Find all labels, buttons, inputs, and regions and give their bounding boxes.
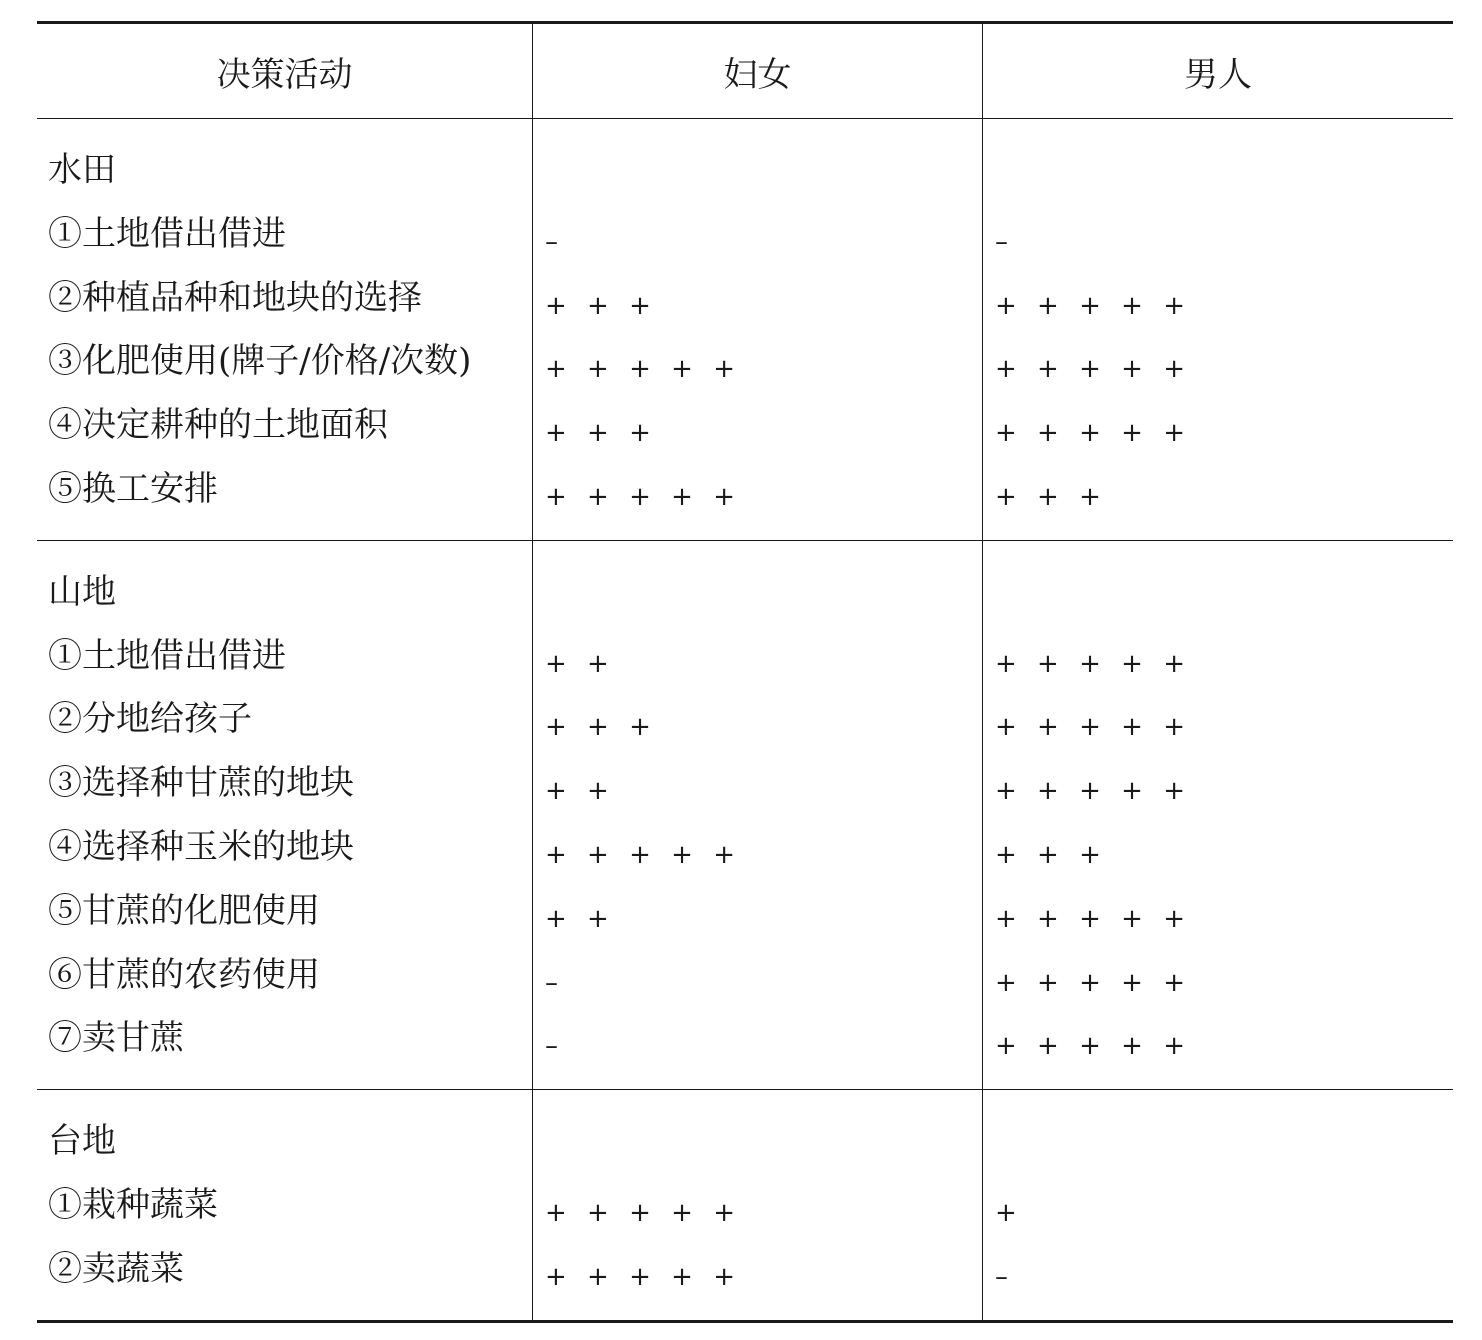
activity-cell: ⑤甘蔗的化肥使用 — [48, 890, 320, 931]
empty-cell — [982, 139, 1453, 203]
spacer-cell — [37, 1302, 532, 1320]
section-spacer — [37, 1302, 1453, 1320]
table-row — [37, 267, 1453, 331]
men-rating-cell: + + + — [982, 816, 1453, 880]
table-row — [37, 330, 1453, 394]
activity-cell: ②分地给孩子 — [48, 699, 252, 740]
decision-table — [37, 21, 1453, 1323]
women-rating-cell: + + — [532, 752, 982, 816]
table-row — [37, 625, 1453, 689]
men-rating-cell: + + + + + — [982, 330, 1453, 394]
women-rating-cell: + + — [532, 625, 982, 689]
spacer-cell — [37, 1090, 532, 1110]
table-body — [37, 119, 1453, 1320]
men-rating-cell: + + + + + — [982, 688, 1453, 752]
table-row — [37, 1007, 1453, 1071]
spacer-cell — [982, 119, 1453, 139]
men-rating-cell: + + + + + — [982, 625, 1453, 689]
spacer-cell — [37, 119, 532, 139]
women-rating-cell: – — [532, 1007, 982, 1071]
activity-cell: ⑥甘蔗的农药使用 — [48, 954, 320, 995]
activity-cell: ③化肥使用(牌子/价格/次数) — [48, 341, 472, 382]
spacer-cell — [37, 522, 532, 540]
table-row — [37, 944, 1453, 1008]
activity-cell: ④选择种玉米的地块 — [48, 826, 354, 867]
women-rating-cell: + + + + + — [532, 816, 982, 880]
women-rating-cell: + + + — [532, 394, 982, 458]
men-rating-cell: + + + + + — [982, 394, 1453, 458]
table-header-row — [37, 24, 1453, 119]
table-section — [37, 541, 1453, 1090]
header-activity: 决策活动 — [216, 54, 353, 95]
table-row — [37, 688, 1453, 752]
men-rating-cell: + + + — [982, 458, 1453, 522]
spacer-cell — [982, 1090, 1453, 1110]
section-title-row — [37, 561, 1453, 625]
spacer-cell — [532, 1071, 982, 1089]
section-title: 台地 — [48, 1121, 116, 1162]
women-rating-cell: + + + + + — [532, 1174, 982, 1238]
women-rating-cell: + + + + + — [532, 330, 982, 394]
table-row — [37, 203, 1453, 267]
spacer-cell — [37, 1071, 532, 1089]
spacer-cell — [982, 1071, 1453, 1089]
spacer-cell — [982, 522, 1453, 540]
activity-cell: ①土地借出借进 — [48, 213, 286, 254]
women-rating-cell: + + — [532, 880, 982, 944]
section-spacer — [37, 1071, 1453, 1089]
activity-cell: ⑦卖甘蔗 — [48, 1018, 184, 1059]
table-bottom-rule — [37, 1320, 1453, 1323]
section-title: 水田 — [48, 150, 116, 190]
section-title: 山地 — [48, 571, 116, 612]
empty-cell — [532, 1110, 982, 1174]
men-rating-cell: + + + + + — [982, 1007, 1453, 1071]
table-row — [37, 458, 1453, 522]
men-rating-cell: + + + + + — [982, 880, 1453, 944]
table-section — [37, 1090, 1453, 1319]
spacer-cell — [532, 1302, 982, 1320]
spacer-cell — [532, 541, 982, 561]
spacer-cell — [982, 1302, 1453, 1320]
table-row — [37, 752, 1453, 816]
men-rating-cell: + + + + + — [982, 267, 1453, 331]
activity-cell: ⑤换工安排 — [48, 468, 218, 509]
men-rating-cell: – — [982, 1238, 1453, 1302]
table-section — [37, 119, 1453, 541]
empty-cell — [982, 1110, 1453, 1174]
table-row — [37, 816, 1453, 880]
activity-cell: ①土地借出借进 — [48, 635, 286, 676]
section-title-row — [37, 1110, 1453, 1174]
table-row — [37, 394, 1453, 458]
activity-cell: ②种植品种和地块的选择 — [48, 277, 422, 318]
table-row — [37, 1238, 1453, 1302]
activity-cell: ①栽种蔬菜 — [48, 1184, 218, 1225]
empty-cell — [532, 139, 982, 203]
empty-cell — [982, 561, 1453, 625]
table-row — [37, 1174, 1453, 1238]
spacer-cell — [532, 1090, 982, 1110]
women-rating-cell: – — [532, 203, 982, 267]
header-women: 妇女 — [532, 24, 982, 118]
activity-cell: ②卖蔬菜 — [48, 1248, 184, 1289]
spacer-cell — [982, 541, 1453, 561]
section-spacer — [37, 119, 1453, 139]
men-rating-cell: + — [982, 1174, 1453, 1238]
empty-cell — [532, 561, 982, 625]
women-rating-cell: – — [532, 944, 982, 1008]
spacer-cell — [37, 541, 532, 561]
women-rating-cell: + + + — [532, 688, 982, 752]
table-row — [37, 880, 1453, 944]
activity-cell: ④决定耕种的土地面积 — [48, 405, 388, 446]
section-spacer — [37, 1090, 1453, 1110]
men-rating-cell: – — [982, 203, 1453, 267]
section-title-row — [37, 139, 1453, 203]
men-rating-cell: + + + + + — [982, 944, 1453, 1008]
women-rating-cell: + + + — [532, 267, 982, 331]
section-spacer — [37, 522, 1453, 540]
spacer-cell — [532, 522, 982, 540]
women-rating-cell: + + + + + — [532, 458, 982, 522]
women-rating-cell: + + + + + — [532, 1238, 982, 1302]
men-rating-cell: + + + + + — [982, 752, 1453, 816]
spacer-cell — [532, 119, 982, 139]
header-men: 男人 — [982, 24, 1453, 118]
activity-cell: ③选择种甘蔗的地块 — [48, 763, 354, 804]
section-spacer — [37, 541, 1453, 561]
